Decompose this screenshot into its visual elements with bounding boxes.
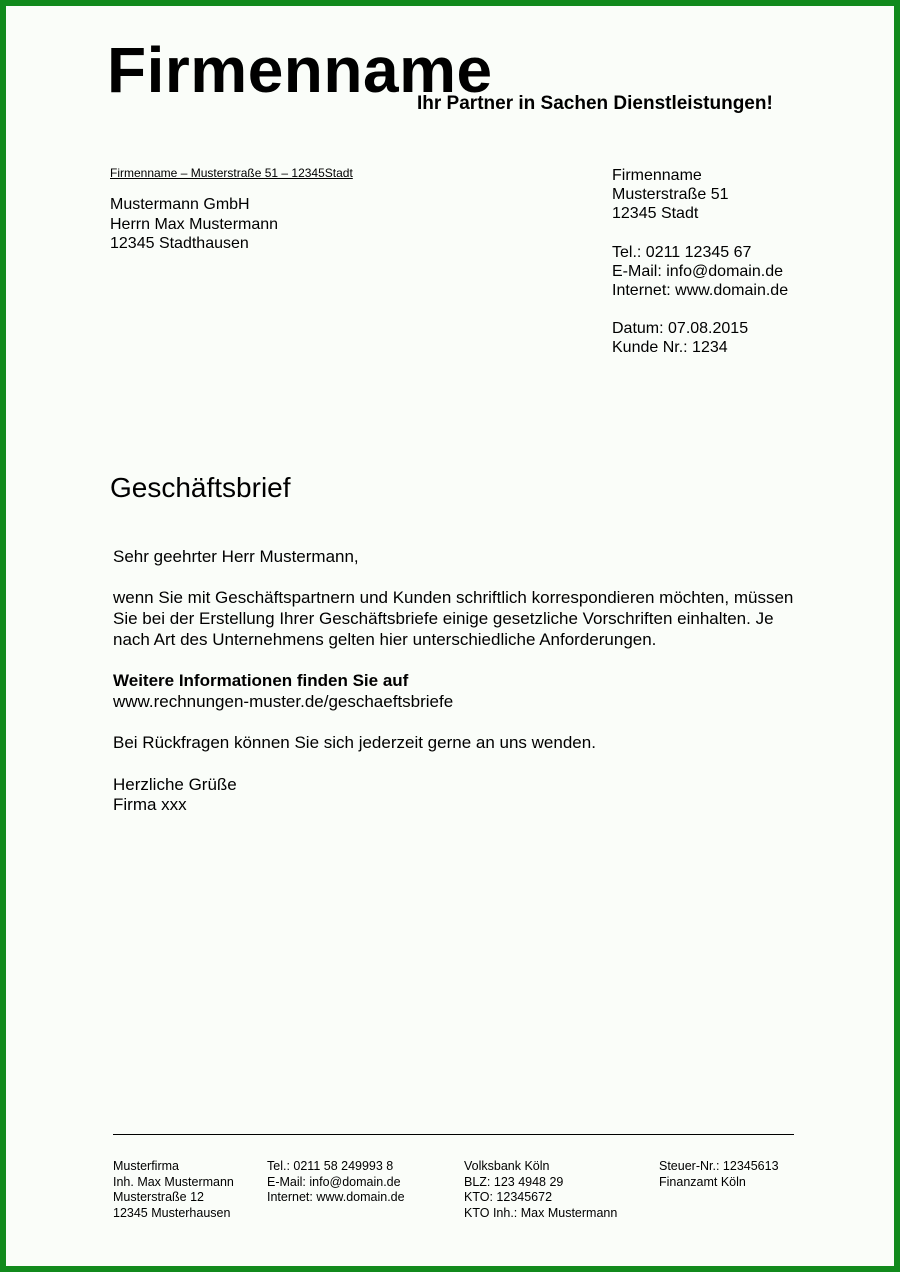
- footer-line: KTO: 12345672: [464, 1190, 553, 1205]
- signature: Firma xxx: [113, 795, 187, 815]
- footer-line: Tel.: 0211 58 249993 8: [267, 1159, 394, 1173]
- footer-line: Musterfirma: [113, 1159, 179, 1173]
- letter-body: [113, 547, 803, 837]
- sender-city: 12345 Stadt: [612, 205, 699, 223]
- footer-divider: [113, 1134, 794, 1135]
- customer-number: Kunde Nr.: 1234: [612, 339, 728, 357]
- sender-name: Firmenname: [612, 167, 702, 184]
- footer-line: Steuer-Nr.: 12345613: [659, 1159, 779, 1173]
- footer-line: Inh. Max Mustermann: [113, 1174, 234, 1189]
- company-slogan: Ihr Partner in Sachen Dienstleistungen!: [417, 93, 773, 114]
- footer-line: 12345 Musterhausen: [113, 1205, 231, 1220]
- sender-street: Musterstraße 51: [612, 186, 729, 204]
- body-paragraph-1: wenn Sie mit Geschäftspartnern und Kunden schriftlich korrespondieren möchten, müssen Sie bei der Erstellung Ihrer Geschäftsbriefe einige gesetzliche Vorschriften einhalten. Je nach Art des Unternehmens gelten hier unterschiedliche Anforderungen.: [113, 588, 794, 649]
- footer-tax-column: [659, 1159, 779, 1190]
- footer-line: Musterstraße 12: [113, 1190, 205, 1205]
- sender-email: E-Mail: info@domain.de: [612, 262, 783, 280]
- body-paragraph-2: Bei Rückfragen können Sie sich jederzeit gerne an uns wenden.: [113, 733, 596, 753]
- sender-return-line: Firmenname – Musterstraße 51 – 12345Stadt: [110, 166, 353, 180]
- letter-date: Datum: 07.08.2015: [612, 320, 749, 338]
- sender-address-group: [612, 166, 788, 224]
- footer-line: Internet: www.domain.de: [267, 1190, 405, 1205]
- footer-line: BLZ: 123 4948 29: [464, 1174, 564, 1189]
- recipient-address: [110, 195, 278, 254]
- footer-line: Volksbank Köln: [464, 1159, 550, 1173]
- info-block: [113, 671, 803, 713]
- footer-line: Finanzamt Köln: [659, 1174, 746, 1189]
- closing-block: [113, 775, 803, 817]
- footer-bank-column: [464, 1159, 617, 1221]
- salutation: Sehr geehrter Herr Mustermann,: [113, 547, 359, 566]
- sender-info-block: [612, 166, 788, 377]
- letter-subject: Geschäftsbrief: [110, 472, 291, 503]
- recipient-city: 12345 Stadthausen: [110, 235, 249, 252]
- sender-contact-group: [612, 243, 788, 301]
- sender-phone: Tel.: 0211 12345 67: [612, 243, 752, 261]
- sender-internet: Internet: www.domain.de: [612, 282, 789, 300]
- info-link[interactable]: www.rechnungen-muster.de/geschaeftsbriefe: [113, 691, 454, 711]
- letter-meta-group: [612, 319, 788, 357]
- recipient-company: Mustermann GmbH: [110, 196, 250, 213]
- recipient-name: Herrn Max Mustermann: [110, 215, 279, 233]
- footer-line: E-Mail: info@domain.de: [267, 1174, 401, 1189]
- footer-line: KTO Inh.: Max Mustermann: [464, 1205, 618, 1220]
- info-heading: Weitere Informationen finden Sie auf: [113, 671, 409, 691]
- closing: Herzliche Grüße: [113, 774, 237, 794]
- company-name: Firmenname: [107, 34, 493, 106]
- footer-company-column: [113, 1159, 234, 1221]
- footer-contact-column: [267, 1159, 405, 1206]
